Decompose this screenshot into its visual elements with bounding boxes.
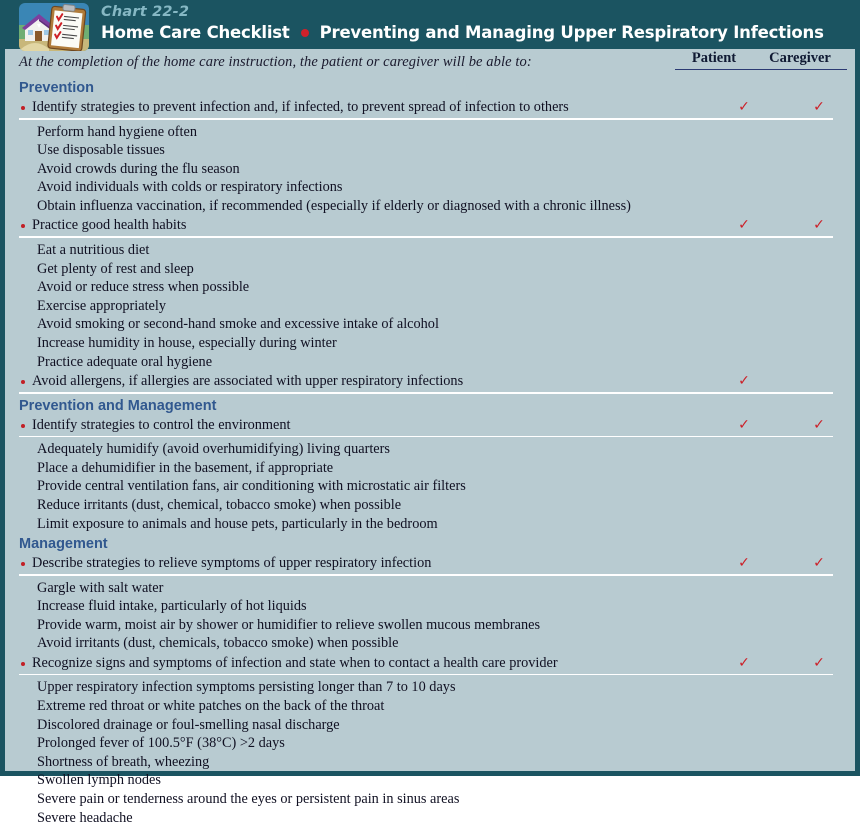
column-header-caregiver: Caregiver bbox=[769, 50, 831, 66]
chart-title-main: Home Care Checklist bbox=[101, 23, 290, 42]
patient-checkmark: ✓ bbox=[738, 373, 750, 390]
sub-item: Discolored drainage or foul-smelling nasal discharge bbox=[37, 716, 340, 733]
patient-checkmark: ✓ bbox=[738, 555, 750, 572]
caregiver-checkmark: ✓ bbox=[813, 555, 825, 572]
row-divider bbox=[19, 674, 833, 676]
objective-text: Recognize signs and symptoms of infection and state when to contact a health care provider bbox=[32, 654, 558, 671]
objective-text: Identify strategies to prevent infection and, if infected, to prevent spread of infection to others bbox=[32, 99, 569, 115]
chart-subheader bbox=[5, 49, 855, 78]
bullet-dot-icon bbox=[21, 380, 25, 384]
caregiver-checkmark: ✓ bbox=[813, 416, 825, 433]
sub-item: Adequately humidify (avoid overhumidifying) living quarters bbox=[37, 441, 390, 458]
intro-statement: At the completion of the home care instruction, the patient or caregiver will be able to: bbox=[19, 54, 532, 70]
section-heading: Prevention bbox=[19, 80, 94, 96]
caregiver-checkmark: ✓ bbox=[813, 217, 825, 234]
checklist-objective-row bbox=[5, 554, 855, 573]
checklist-body bbox=[5, 78, 855, 828]
objective-text: Practice good health habits bbox=[32, 217, 187, 234]
sub-item: Avoid or reduce stress when possible bbox=[37, 279, 250, 296]
checklist-objective-row bbox=[5, 372, 855, 391]
sub-item: Get plenty of rest and sleep bbox=[37, 260, 194, 277]
objective-text: Describe strategies to relieve symptoms of upper respiratory infection bbox=[32, 555, 432, 572]
chart-header bbox=[5, 0, 855, 49]
sub-item-list bbox=[5, 439, 855, 534]
sub-item: Severe headache bbox=[37, 809, 133, 826]
sub-item: Increase fluid intake, particularly of hot liquids bbox=[37, 598, 307, 615]
column-headers bbox=[675, 50, 847, 70]
sub-item: Avoid irritants (dust, chemicals, tobacco smoke) when possible bbox=[37, 635, 399, 652]
sub-item: Provide central ventilation fans, air conditioning with microstatic air filters bbox=[37, 478, 466, 495]
header-text-block bbox=[101, 0, 824, 44]
sub-item: Avoid smoking or second-hand smoke and excessive intake of alcohol bbox=[37, 316, 439, 333]
sub-item: Gargle with salt water bbox=[37, 579, 164, 596]
column-header-patient: Patient bbox=[691, 50, 737, 66]
sub-item: Avoid individuals with colds or respiratory infections bbox=[37, 179, 343, 196]
sub-item: Severe pain or tenderness around the eyes or persistent pain in sinus areas bbox=[37, 791, 460, 808]
bullet-dot-icon bbox=[21, 106, 25, 110]
row-divider bbox=[19, 236, 833, 238]
sub-item: Exercise appropriately bbox=[37, 297, 167, 314]
sub-item: Shortness of breath, wheezing bbox=[37, 753, 210, 770]
sub-item: Extreme red throat or white patches on the back of the throat bbox=[37, 698, 385, 715]
chart-number: Chart 22-2 bbox=[101, 4, 190, 20]
chart-title-subject: Preventing and Managing Upper Respiratory Infections bbox=[319, 23, 824, 42]
sub-item-list bbox=[5, 122, 855, 217]
caregiver-checkmark: ✓ bbox=[813, 99, 825, 115]
sub-item: Perform hand hygiene often bbox=[37, 123, 197, 140]
bullet-dot-icon bbox=[21, 424, 25, 428]
objective-text: Avoid allergens, if allergies are associated with upper respiratory infections bbox=[32, 373, 464, 390]
section-heading: Prevention and Management bbox=[19, 397, 217, 414]
bullet-dot-icon bbox=[21, 662, 25, 666]
sub-item: Eat a nutritious diet bbox=[37, 241, 150, 258]
sub-item: Upper respiratory infection symptoms persisting longer than 7 to 10 days bbox=[37, 679, 456, 696]
checklist-objective-row bbox=[5, 98, 855, 117]
patient-checkmark: ✓ bbox=[738, 416, 750, 433]
bullet-dot-icon bbox=[21, 224, 25, 228]
patient-checkmark: ✓ bbox=[738, 217, 750, 234]
checklist-objective-row bbox=[5, 654, 855, 673]
home-care-clipboard-icon bbox=[19, 3, 89, 51]
sub-item-list bbox=[5, 578, 855, 654]
caregiver-checkmark: ✓ bbox=[813, 654, 825, 671]
sub-item: Increase humidity in house, especially during winter bbox=[37, 334, 337, 351]
sub-item: Practice adequate oral hygiene bbox=[37, 353, 213, 370]
patient-checkmark: ✓ bbox=[738, 99, 750, 115]
sub-item: Avoid crowds during the flu season bbox=[37, 160, 240, 177]
sub-item: Place a dehumidifier in the basement, if appropriate bbox=[37, 459, 334, 476]
sub-item-list bbox=[5, 240, 855, 372]
chart-title-row bbox=[101, 22, 824, 44]
bullet-dot-icon bbox=[21, 562, 25, 566]
sub-item: Use disposable tissues bbox=[37, 142, 165, 159]
sub-item: Obtain influenza vaccination, if recommended (especially if elderly or diagnosed with a chronic illness) bbox=[37, 197, 631, 214]
checklist-objective-row bbox=[5, 216, 855, 235]
checklist-objective-row bbox=[5, 416, 855, 435]
sub-item: Reduce irritants (dust, chemical, tobacco smoke) when possible bbox=[37, 496, 402, 513]
sub-item-list bbox=[5, 677, 855, 828]
objective-text: Identify strategies to control the environment bbox=[32, 416, 291, 433]
row-divider bbox=[19, 574, 833, 576]
patient-checkmark: ✓ bbox=[738, 654, 750, 671]
row-divider bbox=[19, 436, 833, 438]
red-dot-separator-icon bbox=[301, 29, 309, 37]
sub-item: Limit exposure to animals and house pets, particularly in the bedroom bbox=[37, 515, 438, 532]
section-heading: Management bbox=[19, 536, 108, 553]
sub-item: Provide warm, moist air by shower or humidifier to relieve swollen mucous membranes bbox=[37, 616, 541, 633]
sub-item: Swollen lymph nodes bbox=[37, 772, 161, 789]
row-divider bbox=[19, 392, 833, 394]
sub-item: Prolonged fever of 100.5°F (38°C) >2 days bbox=[37, 735, 285, 752]
row-divider bbox=[19, 118, 833, 120]
